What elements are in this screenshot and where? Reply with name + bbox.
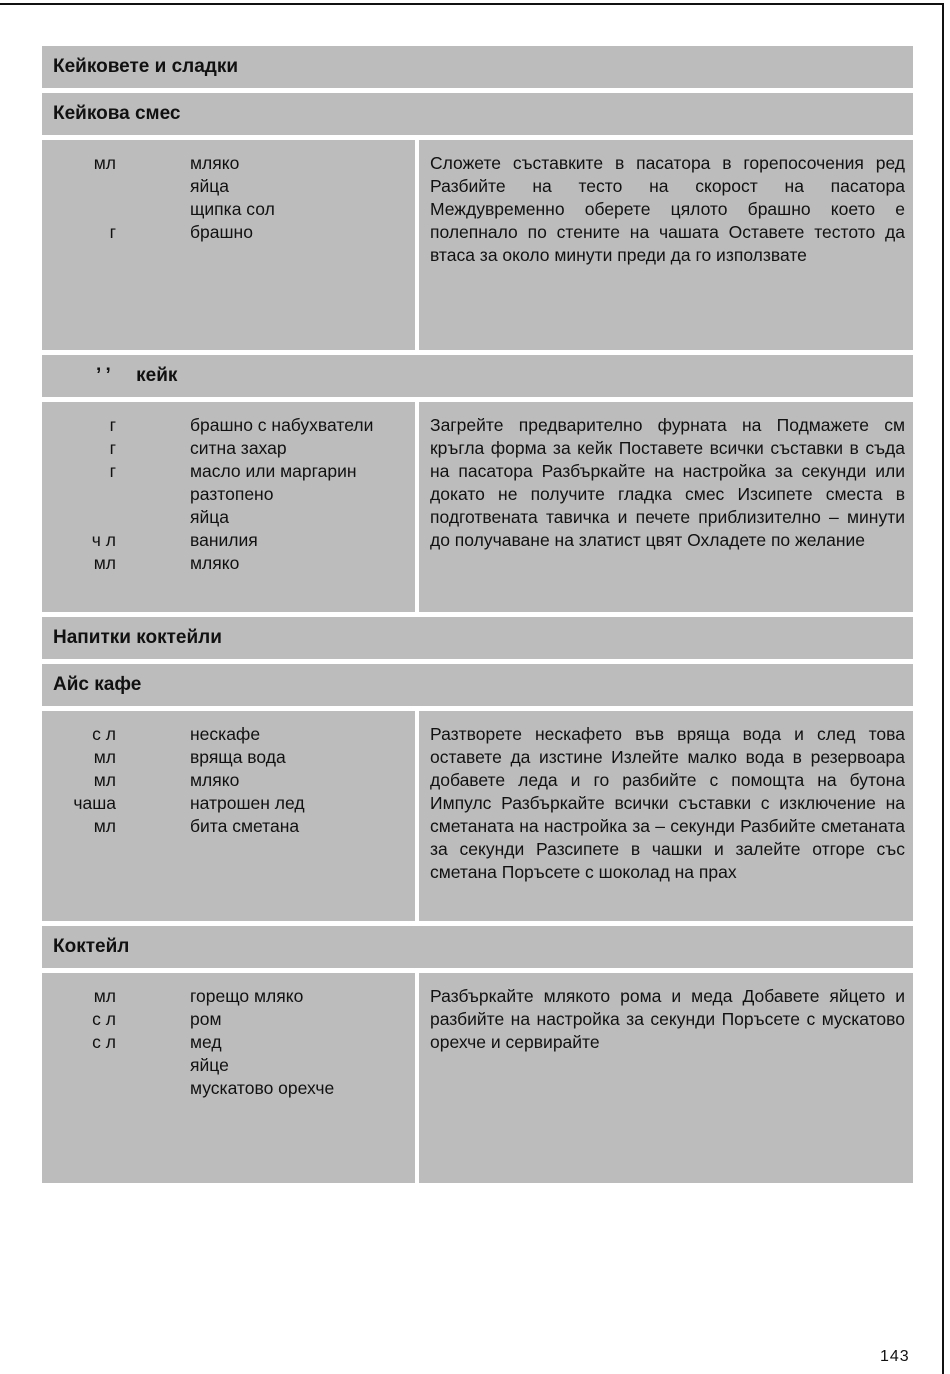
ingredient-name: разтопено <box>190 484 274 504</box>
recipe-title-cocktail: Коктейл <box>42 926 913 973</box>
ingredient-row <box>42 1077 415 1100</box>
ingredient-row <box>42 437 415 460</box>
ingredient-row <box>42 221 415 244</box>
ingredient-unit: чаша <box>73 793 116 813</box>
ingredient-name: мляко <box>190 153 240 173</box>
ingredient-unit: мл <box>93 553 116 573</box>
ingredient-row <box>42 1054 415 1077</box>
section-header-cakes: Кейковете и сладки <box>42 46 913 93</box>
ingredient-unit: мл <box>93 770 116 790</box>
ingredient-row <box>42 529 415 552</box>
ingredient-row <box>42 769 415 792</box>
recipe-ice-coffee <box>42 711 913 926</box>
ingredient-unit: мл <box>93 816 116 836</box>
page-frame-top <box>0 3 944 5</box>
recipe-cocktail <box>42 973 913 1188</box>
ingredient-unit <box>42 483 116 506</box>
ingredient-row <box>42 723 415 746</box>
ingredient-row <box>42 552 415 575</box>
ingredient-unit: с л <box>92 1009 116 1029</box>
ingredient-name: вряща вода <box>190 747 286 767</box>
ingredient-name: яйца <box>190 507 230 527</box>
method-text: Разтворете нескафето във вряща вода и след това оставете да изстине Излейте малко вода в резервоара добавете леда и го разбийте с помощта на бутона Импулс Разбъркайте всички съставки с изключение на сметаната на настройка за – секунди Разбийте сметаната за секунди Разсипете в чашки и залейте отгоре със сметана Поръсете с шоколад на прах <box>419 711 913 921</box>
ingredient-row <box>42 1031 415 1054</box>
ingredient-name: нескафе <box>190 724 261 744</box>
ingredient-name: ром <box>190 1009 222 1029</box>
method-text: Загрейте предварително фурната на Подмажете см кръгла форма за кейк Поставете всички съставки в съда на пасатора Разбъркайте на настройка за секунди или докато не получите гладка смес Изсипете сместа в подготвената тавичка и печете приблизително – минути до получаване на златист цвят Охладете по желание <box>419 402 913 612</box>
recipe-table <box>42 46 913 1188</box>
ingredient-name: мляко <box>190 770 240 790</box>
ingredient-row <box>42 483 415 506</box>
ingredient-row <box>42 198 415 221</box>
ingredient-row <box>42 1008 415 1031</box>
ingredient-unit: с л <box>92 724 116 744</box>
ingredient-unit: г <box>109 415 116 435</box>
page-number: 143 <box>880 1348 910 1365</box>
ingredient-row <box>42 414 415 437</box>
ingredient-unit <box>42 506 116 529</box>
method-text: Разбъркайте млякото рома и меда Добавете яйцето и разбийте на настройка за секунди Поръсете с мускатово орехче и сервирайте <box>419 973 913 1183</box>
ingredient-row <box>42 985 415 1008</box>
ingredient-unit <box>42 175 116 198</box>
ingredient-unit: с л <box>92 1032 116 1052</box>
ingredient-name: щипка сол <box>190 199 275 219</box>
ingredient-unit <box>42 1077 116 1100</box>
ingredient-unit: г <box>109 438 116 458</box>
method-text: Сложете съставките в пасатора в горепосочения ред Разбийте на тесто на скорост на пасатора Междувременно оберете цялото брашно което е полепнало по стените на чашата Оставете тестото да втаса за около минути преди да го използвате <box>419 140 913 350</box>
page-frame-right <box>942 3 944 1374</box>
recipe-cake <box>42 402 913 617</box>
ingredient-name: брашно <box>190 222 253 242</box>
ingredient-unit <box>42 198 116 221</box>
ingredient-unit: ч л <box>91 530 116 550</box>
ingredient-name: яйце <box>190 1055 229 1075</box>
ingredients-column <box>42 140 415 350</box>
ingredient-unit: мл <box>93 153 116 173</box>
ingredients-column <box>42 973 415 1183</box>
ingredient-name: мускатово орехче <box>190 1078 335 1098</box>
ingredient-unit: мл <box>93 986 116 1006</box>
ingredient-unit <box>42 1054 116 1077</box>
ingredients-column <box>42 711 415 921</box>
ingredient-row <box>42 746 415 769</box>
ingredient-name: ситна захар <box>190 438 287 458</box>
ingredient-row <box>42 460 415 483</box>
ingredient-name: масло или маргарин <box>190 461 357 481</box>
ingredients-column <box>42 402 415 612</box>
ingredient-name: брашно с набухватели <box>190 415 374 435</box>
ingredient-name: бита сметана <box>190 816 300 836</box>
ingredient-row <box>42 815 415 838</box>
ingredient-row <box>42 175 415 198</box>
recipe-title-ice-coffee: Айс кафе <box>42 664 913 711</box>
ingredient-row <box>42 506 415 529</box>
ingredient-name: мляко <box>190 553 240 573</box>
section-header-drinks: Напитки коктейли <box>42 617 913 664</box>
ingredient-name: горещо мляко <box>190 986 304 1006</box>
recipe-cake-mix <box>42 140 913 355</box>
recipe-title-cake: ’ ’ кейк <box>42 355 913 402</box>
recipe-title-cake-mix: Кейкова смес <box>42 93 913 140</box>
ingredient-name: мед <box>190 1032 222 1052</box>
ingredient-row <box>42 152 415 175</box>
ingredient-unit: г <box>109 222 116 242</box>
ingredient-name: ванилия <box>190 530 258 550</box>
ingredient-name: яйца <box>190 176 230 196</box>
ingredient-unit: мл <box>93 747 116 767</box>
ingredient-name: натрошен лед <box>190 793 305 813</box>
ingredient-unit: г <box>109 461 116 481</box>
ingredient-row <box>42 792 415 815</box>
